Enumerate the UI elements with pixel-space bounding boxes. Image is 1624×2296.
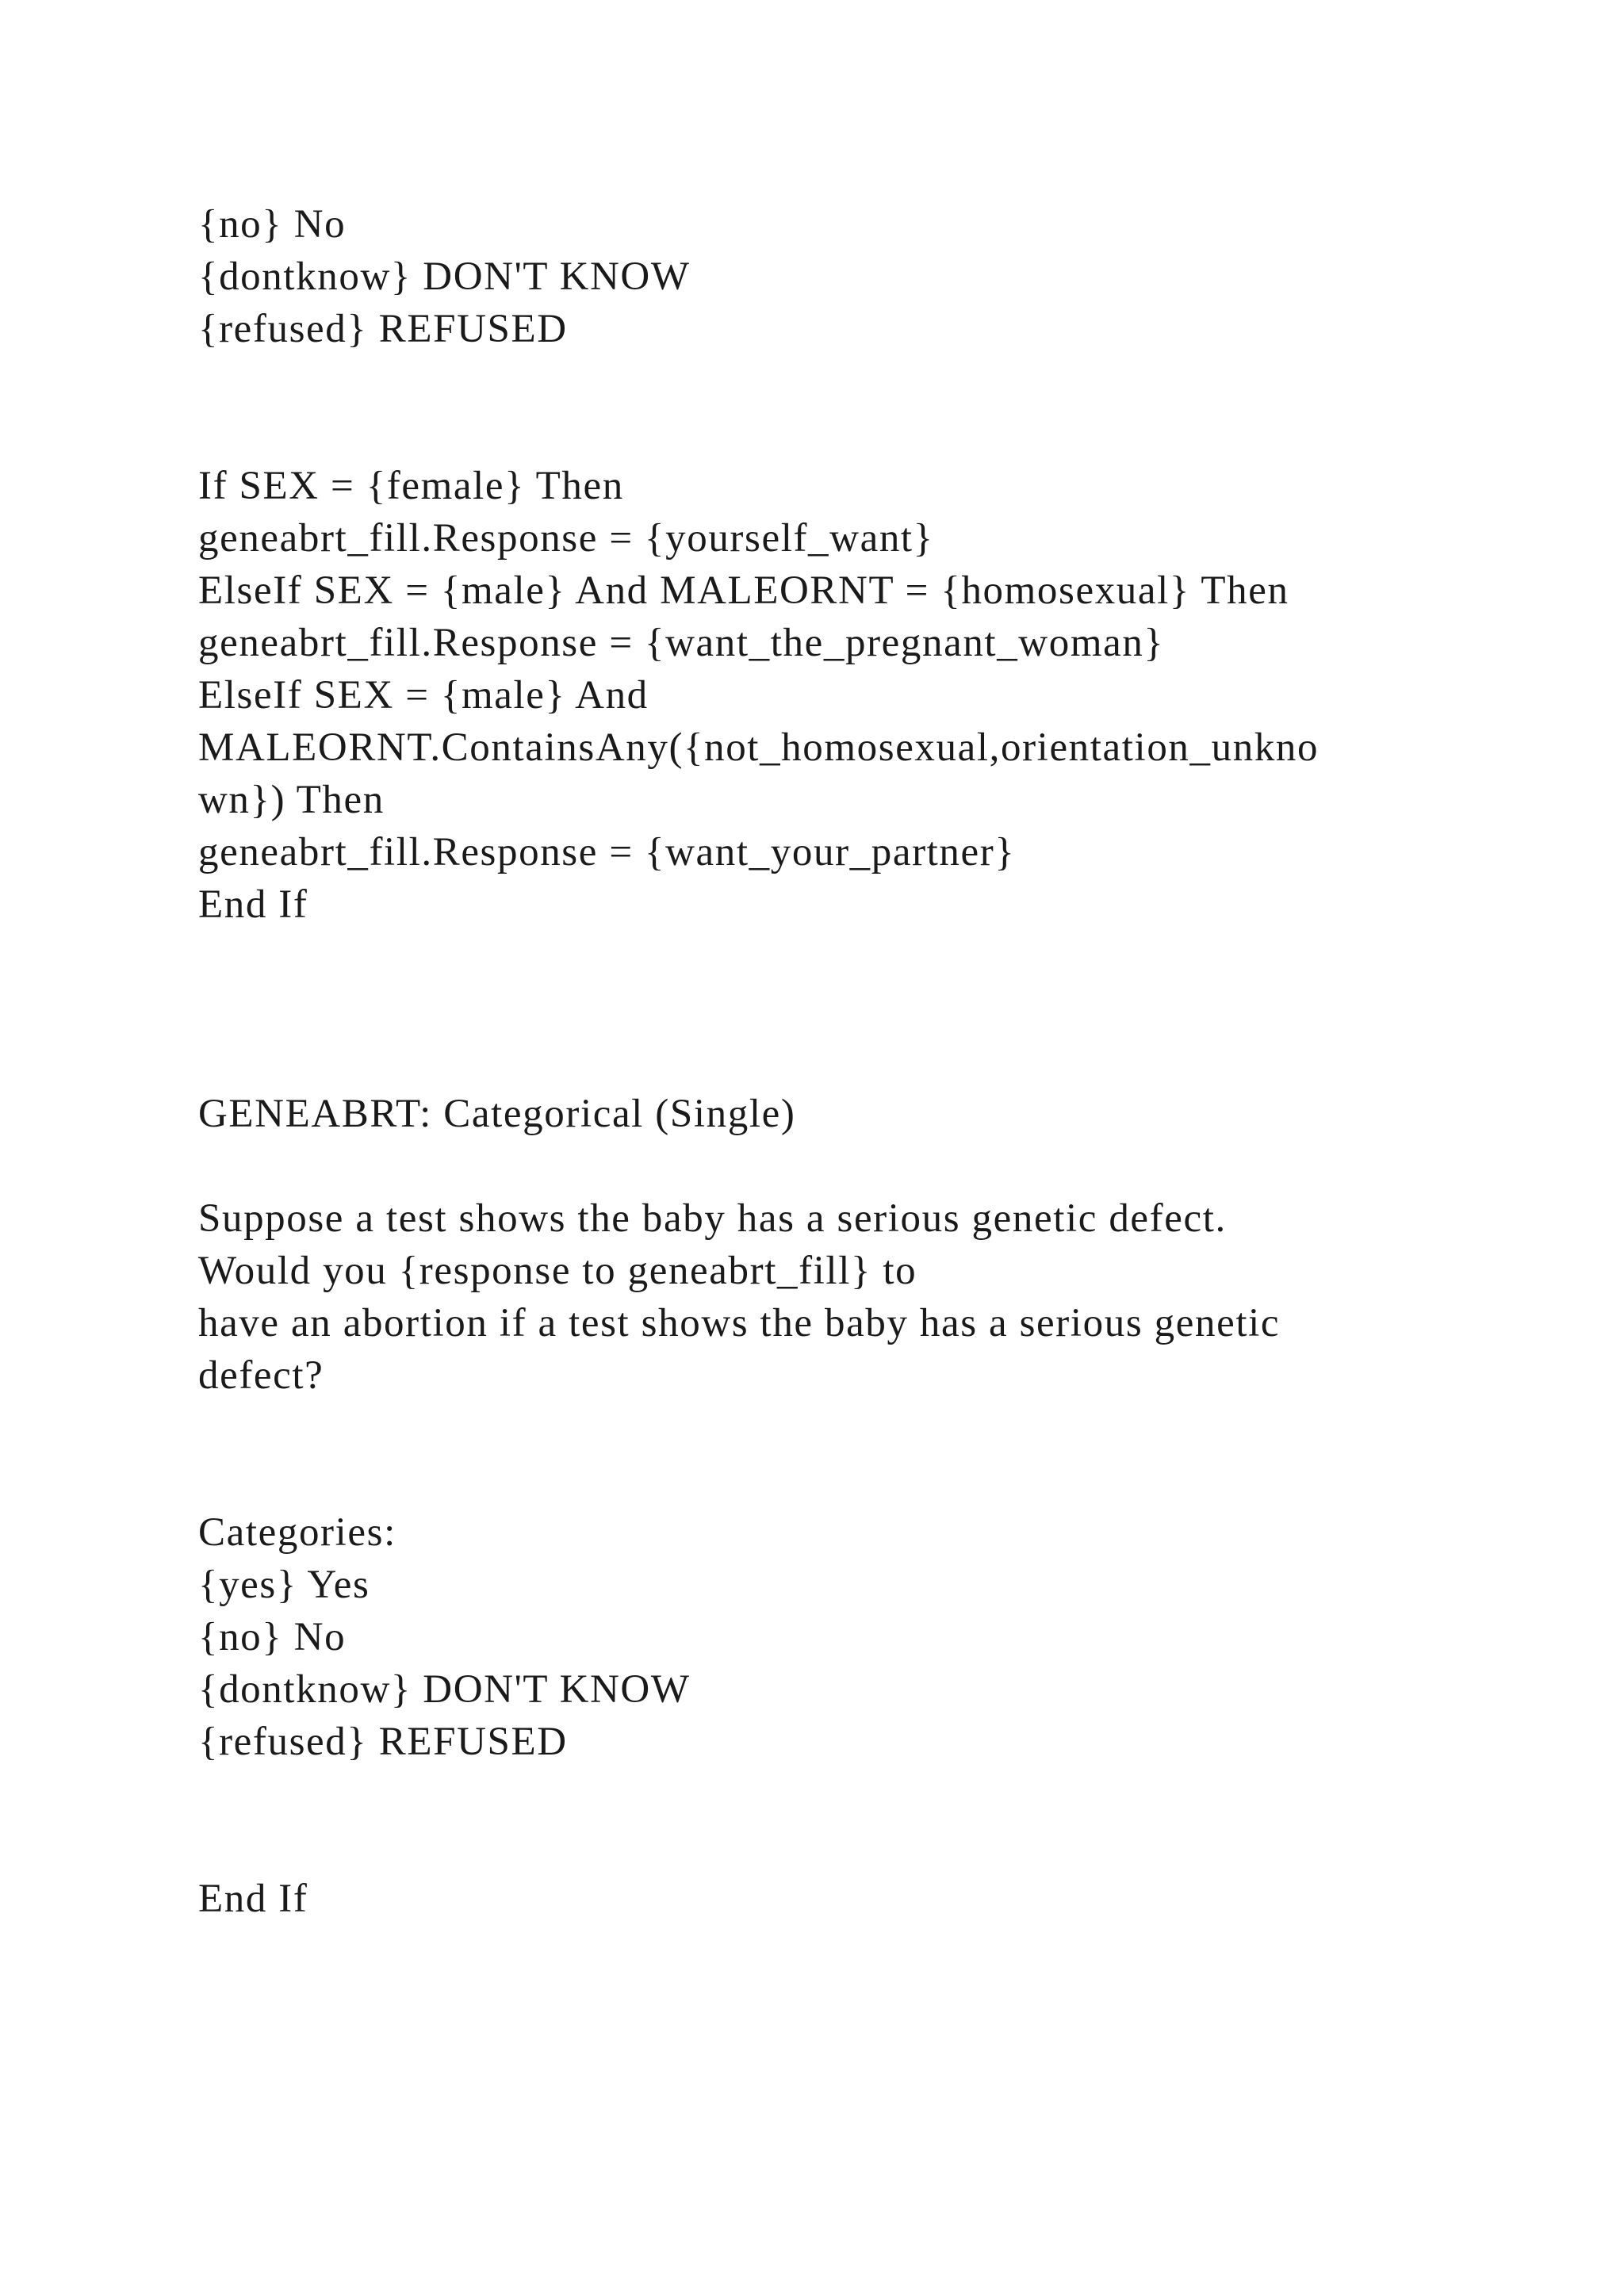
categories-heading: Categories: xyxy=(198,1510,396,1555)
fill-yourself-line: geneabrt_fill.Response = {yourself_want} xyxy=(198,516,934,561)
containsany-cont-line: wn}) Then xyxy=(198,778,385,822)
question-text-line-3: have an abortion if a test shows the baby has a serious genetic xyxy=(198,1301,1281,1345)
elseif-homosexual-line: ElseIf SEX = {male} And MALEORNT = {homosexual} Then xyxy=(198,568,1289,613)
category-dontknow-line-2: {dontknow} DON'T KNOW xyxy=(198,1667,691,1712)
category-dontknow-line: {dontknow} DON'T KNOW xyxy=(198,254,691,299)
fill-pregnant-line: geneabrt_fill.Response = {want_the_pregnant_woman} xyxy=(198,621,1165,665)
question-text-line-4: defect? xyxy=(198,1353,324,1398)
end-if-line: End If xyxy=(198,882,308,927)
fill-partner-line: geneabrt_fill.Response = {want_your_partner} xyxy=(198,830,1016,874)
end-if-line-final: End If xyxy=(198,1877,308,1921)
containsany-line: MALEORNT.ContainsAny({not_homosexual,orientation_unkno xyxy=(198,725,1320,770)
question-text-line-2: Would you {response to geneabrt_fill} to xyxy=(198,1249,917,1293)
category-refused-line-2: {refused} REFUSED xyxy=(198,1720,568,1764)
category-refused-line: {refused} REFUSED xyxy=(198,307,568,351)
elseif-male-line: ElseIf SEX = {male} And xyxy=(198,673,649,718)
question-text-line-1: Suppose a test shows the baby has a serious genetic defect. xyxy=(198,1196,1227,1241)
category-no-line: {no} No xyxy=(198,202,347,247)
category-no-line-2: {no} No xyxy=(198,1615,347,1659)
category-yes-line: {yes} Yes xyxy=(198,1563,370,1607)
if-sex-female-line: If SEX = {female} Then xyxy=(198,464,624,508)
question-header: GENEABRT: Categorical (Single) xyxy=(198,1092,796,1136)
